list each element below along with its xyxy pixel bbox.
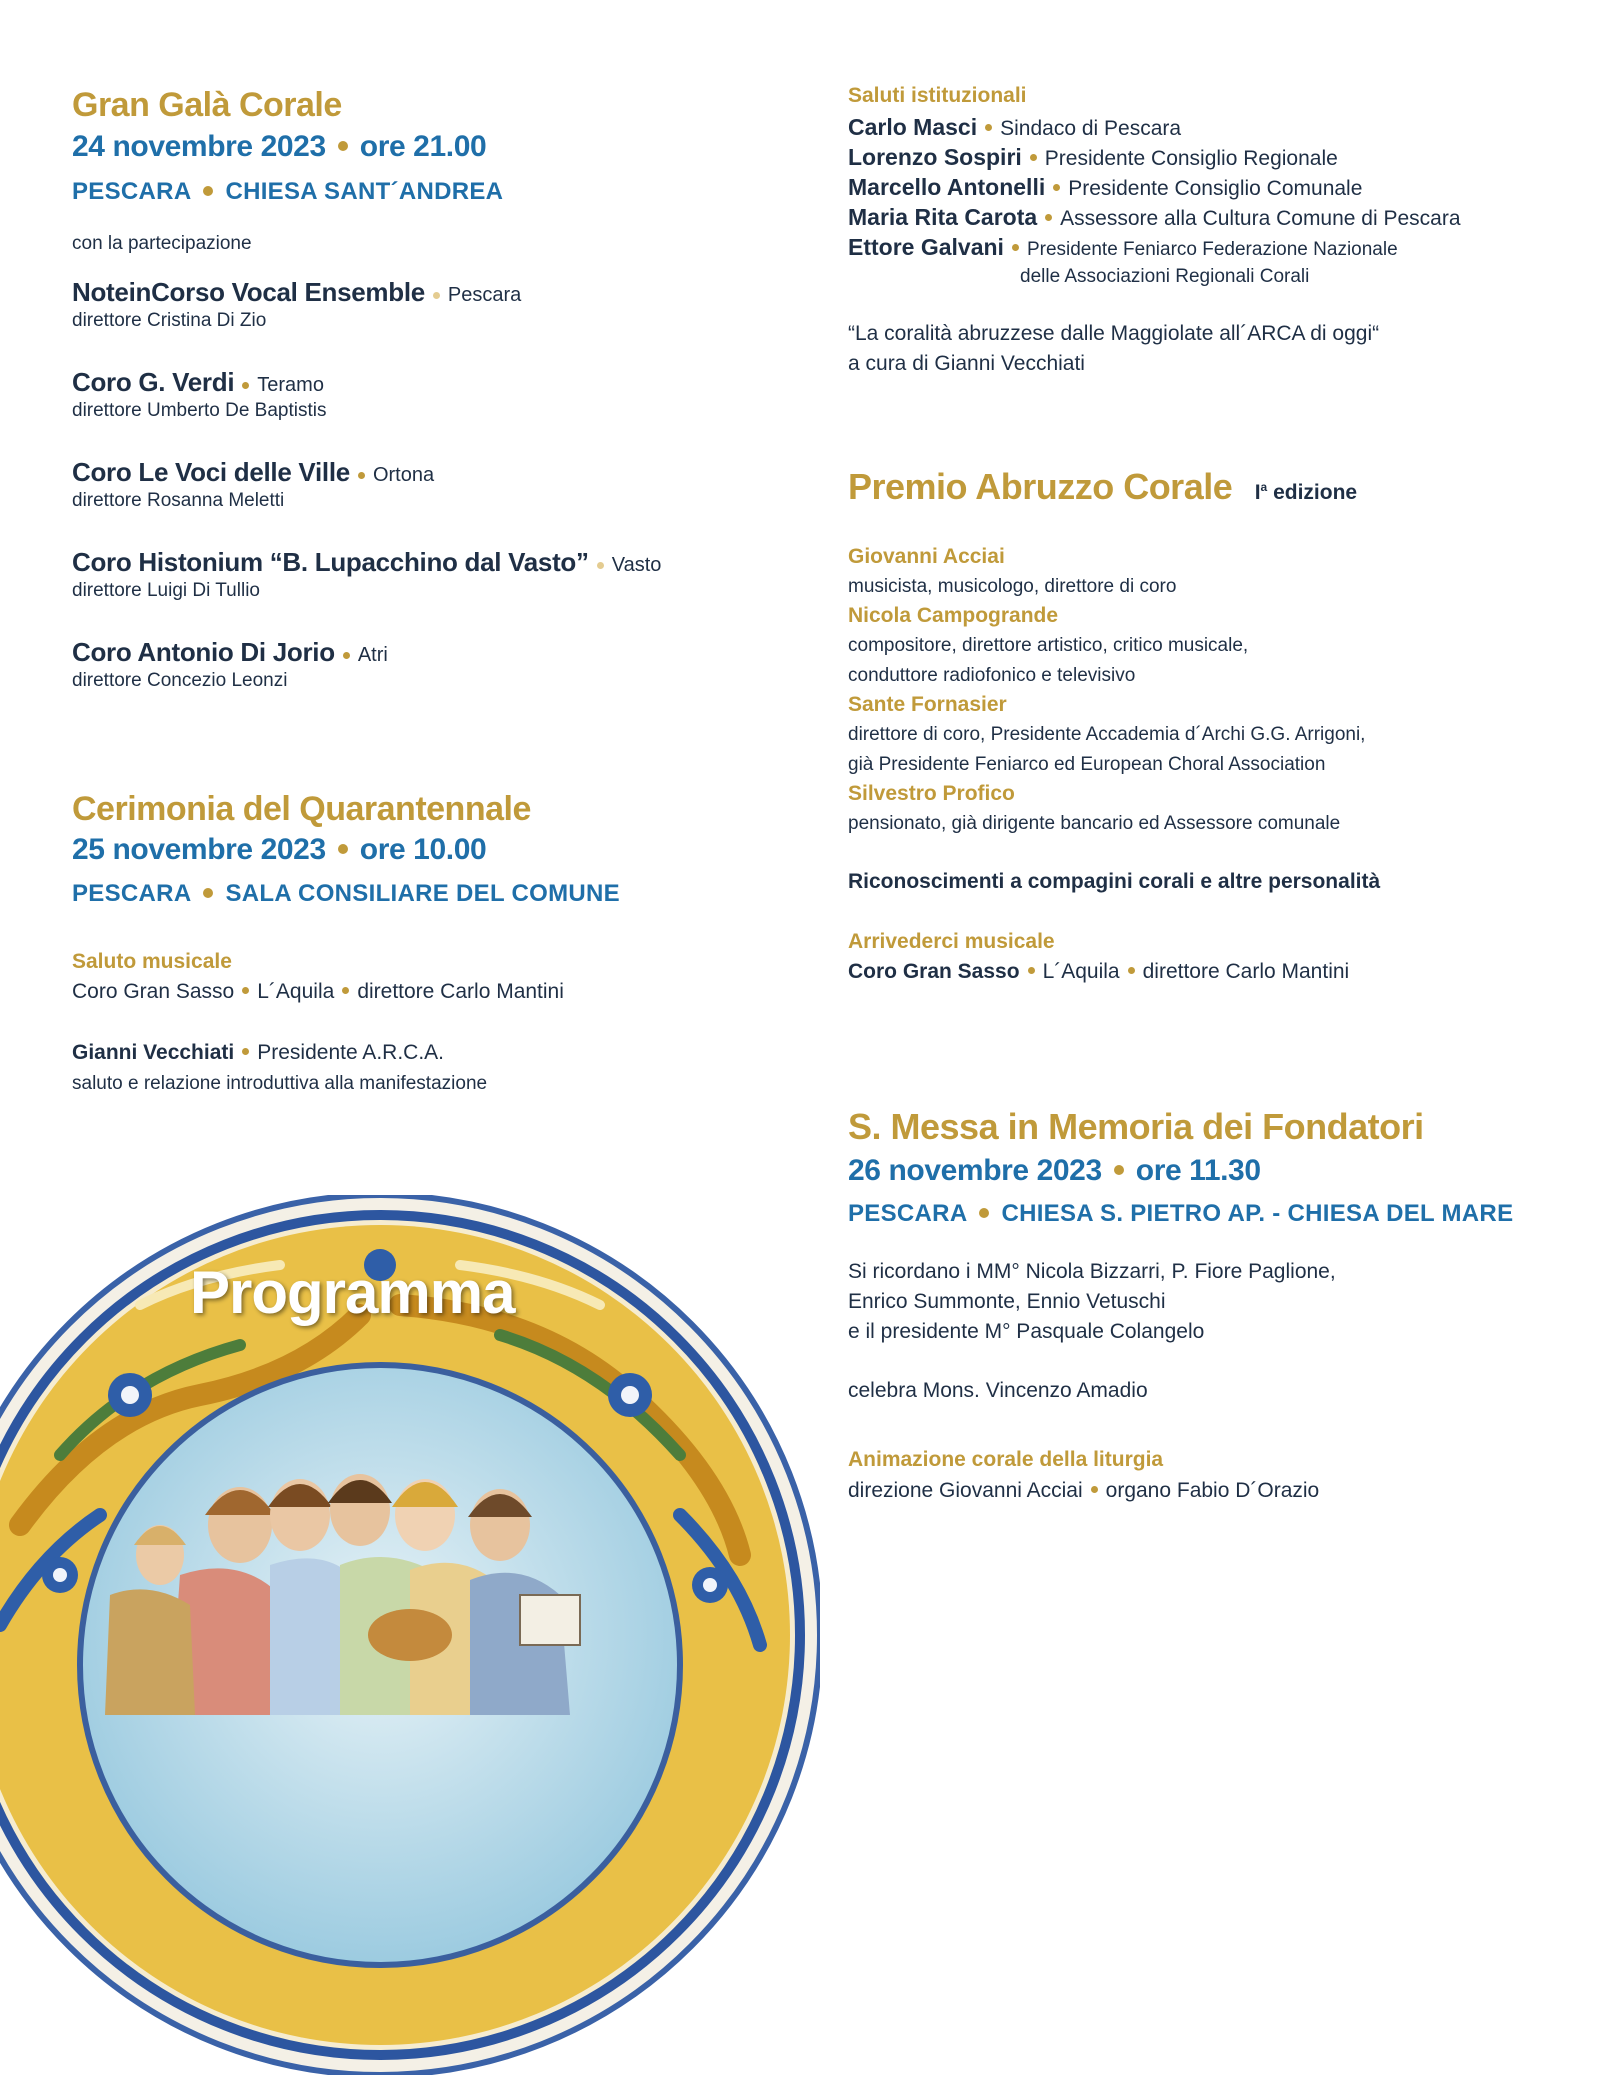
person-role: Presidente Consiglio Regionale bbox=[1044, 147, 1338, 170]
liturgy-line bbox=[848, 1479, 1319, 1503]
celebrant-line: celebra Mons. Vincenzo Amadio bbox=[848, 1379, 1148, 1402]
saluto-choir: Coro Gran Sasso bbox=[72, 980, 235, 1003]
cerimonia-time: ore 10.00 bbox=[359, 833, 487, 866]
arrivederci-choir: Coro Gran Sasso bbox=[848, 960, 1020, 983]
bullet-dot bbox=[1028, 967, 1035, 974]
edition-ordinal: a bbox=[1260, 480, 1268, 494]
choir-city: Atri bbox=[357, 644, 388, 666]
person-name: Marcello Antonelli bbox=[848, 174, 1046, 200]
messa-title: S. Messa in Memoria dei Fondatori bbox=[848, 1106, 1424, 1147]
bullet-dot bbox=[985, 124, 992, 131]
edition-number: I bbox=[1254, 481, 1261, 504]
messa-place-line bbox=[848, 1200, 1513, 1228]
bullet-dot bbox=[1053, 184, 1060, 191]
ceramic-plate-image bbox=[0, 1195, 820, 2075]
person-name: Maria Rita Carota bbox=[848, 204, 1038, 230]
jury-desc: conduttore radiofonico e televisivo bbox=[848, 665, 1136, 686]
memory-line: e il presidente M° Pasquale Colangelo bbox=[848, 1320, 1205, 1343]
gala-date: 24 novembre 2023 bbox=[72, 130, 326, 163]
talk-author: a cura di Gianni Vecchiati bbox=[848, 352, 1085, 375]
person-role: Sindaco di Pescara bbox=[1000, 117, 1182, 140]
choir-director: direttore Luigi Di Tullio bbox=[72, 580, 260, 601]
bullet-dot bbox=[242, 1048, 249, 1055]
person-role: Presidente Feniarco Federazione Nazionale bbox=[1026, 239, 1398, 260]
cerimonia-title: Cerimonia del Quarantennale bbox=[72, 790, 531, 828]
premio-edition bbox=[1255, 481, 1357, 504]
cerimonia-date-line bbox=[72, 833, 486, 867]
arrivederci-city: L´Aquila bbox=[1042, 960, 1120, 983]
bullet-dot bbox=[338, 141, 348, 151]
messa-date: 26 novembre 2023 bbox=[848, 1154, 1102, 1187]
cerimonia-place-line bbox=[72, 880, 620, 908]
choir-director: direttore Umberto De Baptistis bbox=[72, 400, 327, 421]
person-name: Ettore Galvani bbox=[848, 234, 1004, 260]
gala-date-line bbox=[72, 130, 486, 164]
person-name: Carlo Masci bbox=[848, 114, 978, 140]
bullet-dot bbox=[1045, 214, 1052, 221]
saluto-city: L´Aquila bbox=[257, 980, 335, 1003]
saluti-person bbox=[848, 204, 1461, 231]
jury-name: Nicola Campogrande bbox=[848, 604, 1059, 627]
person-role: Presidente Consiglio Comunale bbox=[1068, 177, 1363, 200]
jury-desc: musicista, musicologo, direttore di coro bbox=[848, 576, 1177, 597]
jury-desc: già Presidente Feniarco ed European Choral Association bbox=[848, 754, 1326, 775]
saluti-person bbox=[848, 234, 1398, 261]
bullet-dot bbox=[343, 652, 350, 659]
bullet-dot bbox=[1012, 244, 1019, 251]
bullet-dot bbox=[203, 888, 213, 898]
choir-name: Coro Le Voci delle Ville bbox=[72, 457, 350, 487]
gala-intro: con la partecipazione bbox=[72, 233, 252, 254]
saluti-label: Saluti istituzionali bbox=[848, 84, 1027, 107]
bullet-dot bbox=[1114, 1165, 1124, 1175]
choir-entry bbox=[72, 637, 388, 692]
gala-time: ore 21.00 bbox=[359, 130, 487, 163]
person-role-cont: delle Associazioni Regionali Corali bbox=[1020, 266, 1310, 287]
bullet-dot bbox=[358, 472, 365, 479]
bullet-dot bbox=[342, 987, 349, 994]
bullet-dot bbox=[1030, 154, 1037, 161]
jury-desc: compositore, direttore artistico, critico musicale, bbox=[848, 635, 1249, 656]
gala-venue: CHIESA SANT´ANDREA bbox=[225, 178, 504, 205]
bullet-dot bbox=[979, 1208, 989, 1218]
bullet-dot bbox=[433, 292, 440, 299]
bullet-dot bbox=[1128, 967, 1135, 974]
bullet-dot bbox=[338, 844, 348, 854]
choir-name: Coro Antonio Di Jorio bbox=[72, 637, 335, 667]
ceramic-plate-graphic bbox=[0, 1195, 820, 2075]
choir-entry bbox=[72, 457, 434, 512]
bullet-dot bbox=[242, 987, 249, 994]
choir-name: NoteinCorso Vocal Ensemble bbox=[72, 277, 425, 307]
bullet-dot bbox=[597, 562, 604, 569]
president-role: Presidente A.R.C.A. bbox=[257, 1041, 444, 1064]
bullet-dot bbox=[242, 382, 249, 389]
jury-name: Giovanni Acciai bbox=[848, 545, 1005, 568]
person-role: Assessore alla Cultura Comune di Pescara bbox=[1060, 207, 1461, 230]
choir-entry bbox=[72, 277, 521, 332]
arrivederci-label: Arrivederci musicale bbox=[848, 930, 1055, 953]
messa-time: ore 11.30 bbox=[1135, 1154, 1261, 1187]
choir-city: Pescara bbox=[447, 284, 522, 306]
liturgy-direction: direzione Giovanni Acciai bbox=[848, 1479, 1083, 1502]
jury-desc: pensionato, già dirigente bancario ed Assessore comunale bbox=[848, 813, 1341, 834]
saluto-musicale-label: Saluto musicale bbox=[72, 950, 232, 973]
arrivederci-line bbox=[848, 960, 1349, 984]
saluto-musicale-line bbox=[72, 980, 564, 1004]
choir-director: direttore Cristina Di Zio bbox=[72, 310, 267, 331]
messa-date-line bbox=[848, 1154, 1261, 1188]
choir-name: Coro G. Verdi bbox=[72, 367, 235, 397]
president-line bbox=[72, 1041, 444, 1065]
premio-heading bbox=[848, 466, 1357, 508]
saluti-person bbox=[848, 114, 1181, 141]
messa-venue: CHIESA S. PIETRO AP. - CHIESA DEL MARE bbox=[1001, 1200, 1514, 1227]
choir-entry bbox=[72, 367, 327, 422]
president-desc: saluto e relazione introduttiva alla manifestazione bbox=[72, 1073, 488, 1094]
cerimonia-city: PESCARA bbox=[72, 880, 192, 907]
choir-director: direttore Concezio Leonzi bbox=[72, 670, 288, 691]
person-name: Lorenzo Sospiri bbox=[848, 144, 1022, 170]
choir-name: Coro Histonium “B. Lupacchino dal Vasto” bbox=[72, 547, 589, 577]
plate-title: Programma bbox=[190, 1259, 515, 1326]
liturgy-organ: organo Fabio D´Orazio bbox=[1105, 1479, 1320, 1502]
president-name: Gianni Vecchiati bbox=[72, 1041, 235, 1064]
arrivederci-director: direttore Carlo Mantini bbox=[1142, 960, 1350, 983]
gala-place-line bbox=[72, 178, 503, 206]
memory-line: Si ricordano i MM° Nicola Bizzarri, P. Fiore Paglione, bbox=[848, 1260, 1336, 1283]
animazione-label: Animazione corale della liturgia bbox=[848, 1448, 1164, 1471]
premio-title: Premio Abruzzo Corale bbox=[848, 466, 1233, 507]
choir-city: Ortona bbox=[372, 464, 435, 486]
choir-entry bbox=[72, 547, 661, 602]
gala-title: Gran Galà Corale bbox=[72, 86, 342, 124]
choir-director: direttore Rosanna Meletti bbox=[72, 490, 285, 511]
choir-city: Vasto bbox=[611, 554, 662, 576]
saluto-director: direttore Carlo Mantini bbox=[357, 980, 564, 1003]
cerimonia-venue: SALA CONSILIARE DEL COMUNE bbox=[225, 880, 620, 907]
bullet-dot bbox=[203, 186, 213, 196]
memory-line: Enrico Summonte, Ennio Vetuschi bbox=[848, 1290, 1166, 1313]
jury-name: Silvestro Profico bbox=[848, 782, 1015, 805]
jury-desc: direttore di coro, Presidente Accademia d´Archi G.G. Arrigoni, bbox=[848, 724, 1366, 745]
recognition-text: Riconoscimenti a compagini corali e altre personalità bbox=[848, 870, 1381, 893]
choir-city: Teramo bbox=[257, 374, 324, 396]
talk-title: “La coralità abruzzese dalle Maggiolate all´ARCA di oggi“ bbox=[848, 322, 1380, 345]
jury-name: Sante Fornasier bbox=[848, 693, 1007, 716]
gala-city: PESCARA bbox=[72, 178, 192, 205]
edition-word: edizione bbox=[1273, 481, 1358, 504]
saluti-person bbox=[848, 144, 1338, 171]
messa-city: PESCARA bbox=[848, 1200, 968, 1227]
saluti-person bbox=[848, 174, 1362, 201]
bullet-dot bbox=[1091, 1486, 1098, 1493]
cerimonia-date: 25 novembre 2023 bbox=[72, 833, 326, 866]
